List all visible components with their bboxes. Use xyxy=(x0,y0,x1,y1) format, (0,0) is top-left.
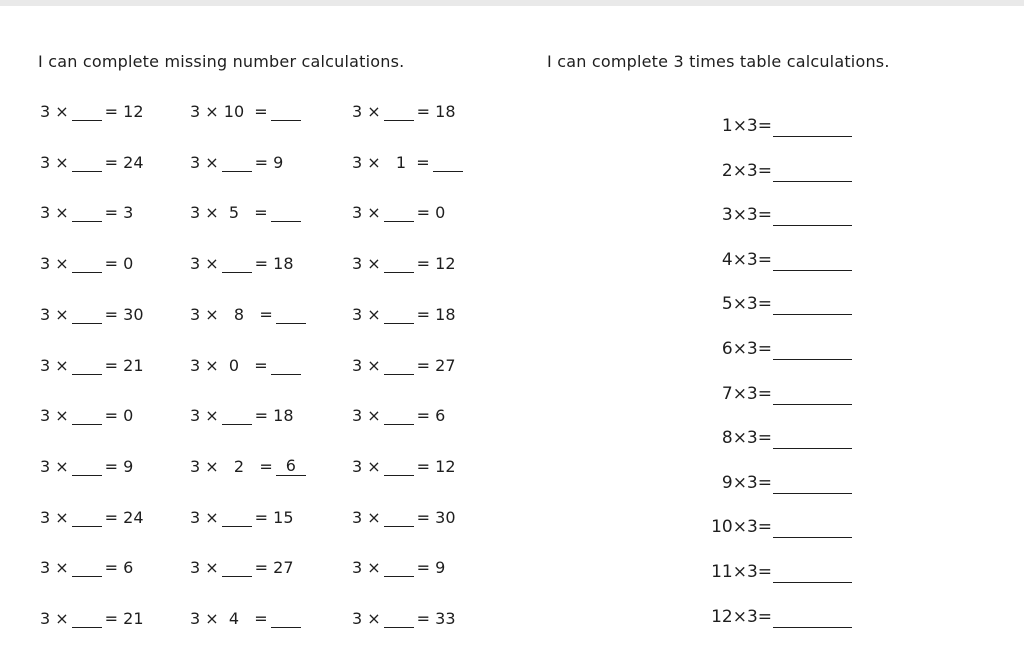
equation-right: = 6 xyxy=(416,406,446,426)
equation-right: = 24 xyxy=(104,507,144,527)
equation xyxy=(40,247,133,273)
equation-left: 3 × xyxy=(40,152,69,172)
equation-left: 3 × xyxy=(352,507,381,527)
answer-line[interactable] xyxy=(773,314,852,315)
equation-left: 3 × xyxy=(40,456,69,476)
answer-blank[interactable] xyxy=(222,254,252,273)
answer-blank[interactable] xyxy=(384,203,414,222)
answer-blank[interactable] xyxy=(271,609,301,628)
answer-blank[interactable] xyxy=(72,609,102,628)
times-table-row xyxy=(680,248,860,278)
times-table-heading: I can complete 3 times table calculations. xyxy=(547,52,890,71)
equation xyxy=(190,399,294,425)
answer-line[interactable] xyxy=(773,448,852,449)
equation-row xyxy=(0,450,500,478)
equation-left: 3 × xyxy=(352,304,381,324)
answer-blank[interactable] xyxy=(72,457,102,476)
equation-left: 3 × 5 = xyxy=(190,203,268,223)
equation-left: 3 × xyxy=(190,254,219,274)
equation-left: 3 × xyxy=(352,558,381,578)
equation-right: = 0 xyxy=(104,406,134,426)
equation xyxy=(190,349,304,375)
equation-left: 3 × xyxy=(352,456,381,476)
answer-line[interactable] xyxy=(773,181,852,182)
answer-blank[interactable] xyxy=(72,203,102,222)
answer-line[interactable] xyxy=(773,582,852,583)
answer-line[interactable] xyxy=(773,627,852,628)
answer-blank[interactable] xyxy=(276,305,306,324)
equation xyxy=(40,501,144,527)
equation-left: 3 × xyxy=(352,609,381,628)
answer-blank[interactable] xyxy=(72,254,102,273)
equation xyxy=(190,602,304,628)
equation-left: 3 × xyxy=(352,203,381,223)
equation xyxy=(352,501,456,527)
times-table-label: 3×3= xyxy=(721,205,772,226)
equation-left: 3 × xyxy=(190,507,219,527)
equation-right: = 12 xyxy=(416,456,456,476)
equation-right: = 12 xyxy=(416,254,456,274)
answer-blank[interactable] xyxy=(384,254,414,273)
equation xyxy=(352,298,456,324)
times-table-row xyxy=(680,382,860,412)
answer-blank[interactable] xyxy=(271,356,301,375)
equation xyxy=(40,196,133,222)
equation-right: = 6 xyxy=(104,558,134,578)
equation-left: 3 × xyxy=(352,355,381,375)
answer-line[interactable] xyxy=(773,136,852,137)
answer-blank[interactable] xyxy=(384,102,414,121)
missing-number-heading: I can complete missing number calculations. xyxy=(38,52,405,71)
equation-row xyxy=(0,399,500,427)
equation-left: 3 × 4 = xyxy=(190,609,268,628)
answer-blank[interactable] xyxy=(222,406,252,425)
equation xyxy=(190,298,309,324)
answer-blank[interactable] xyxy=(271,203,301,222)
equation xyxy=(40,602,144,628)
times-table-row xyxy=(680,337,860,367)
times-table-row xyxy=(680,471,860,501)
equation-right: = 0 xyxy=(104,254,134,274)
equation-row xyxy=(0,196,500,224)
times-table-label: 1×3= xyxy=(721,116,772,136)
times-table-row xyxy=(680,292,860,322)
equation-right: = 18 xyxy=(416,102,456,121)
answer-blank[interactable] xyxy=(72,356,102,375)
equation xyxy=(352,349,456,375)
equation-right: = 30 xyxy=(104,304,144,324)
answer-blank[interactable] xyxy=(384,508,414,527)
equation-left: 3 × xyxy=(352,102,381,121)
equation-row xyxy=(0,247,500,275)
times-table-label: 4×3= xyxy=(721,249,772,270)
equation-left: 3 × xyxy=(40,304,69,324)
times-table-row xyxy=(680,426,860,456)
answer-blank[interactable] xyxy=(72,153,102,172)
answer-blank[interactable] xyxy=(384,356,414,375)
answer-blank[interactable] xyxy=(72,305,102,324)
equation-right: = 9 xyxy=(416,558,446,578)
equation-right: = 27 xyxy=(416,355,456,375)
equation-right: = 3 xyxy=(104,203,134,223)
answer-blank[interactable] xyxy=(384,406,414,425)
answer-blank[interactable] xyxy=(384,609,414,628)
equation xyxy=(352,196,445,222)
times-table-label: 7×3= xyxy=(721,383,772,404)
answer-blank[interactable] xyxy=(384,457,414,476)
equation-left: 3 × xyxy=(40,355,69,375)
answer-blank[interactable]: 6 xyxy=(276,457,306,476)
answer-blank[interactable] xyxy=(222,558,252,577)
times-table-label: 11×3= xyxy=(711,562,772,582)
equation xyxy=(190,95,304,121)
times-table-row xyxy=(680,560,860,590)
equation-left: 3 × xyxy=(40,406,69,426)
equation-left: 3 × 8 = xyxy=(190,304,273,324)
equation-right: = 27 xyxy=(254,558,294,578)
equation xyxy=(40,450,133,476)
answer-line[interactable] xyxy=(773,359,852,360)
equation-left: 3 × xyxy=(40,203,69,223)
equation-left: 3 × xyxy=(190,406,219,426)
equation-right: = 18 xyxy=(254,406,294,426)
answer-blank[interactable] xyxy=(222,153,252,172)
equation-left: 3 × 0 = xyxy=(190,355,268,375)
answer-blank[interactable] xyxy=(72,406,102,425)
equation-right: = 0 xyxy=(416,203,446,223)
equation-left: 3 × xyxy=(40,558,69,578)
equation xyxy=(352,450,456,476)
answer-line[interactable] xyxy=(773,404,852,405)
equation xyxy=(190,196,304,222)
answer-blank[interactable] xyxy=(72,102,102,121)
equation xyxy=(352,95,456,121)
equation-right: = 12 xyxy=(104,102,144,121)
times-table-label: 6×3= xyxy=(721,339,772,359)
equation-right: = 33 xyxy=(416,609,456,628)
times-table-label: 8×3= xyxy=(721,428,772,449)
worksheet xyxy=(0,6,1024,652)
times-table-label: 9×3= xyxy=(721,472,772,493)
times-table-label: 10×3= xyxy=(711,517,772,538)
equation-row xyxy=(0,146,500,174)
answer-blank[interactable] xyxy=(72,558,102,577)
equation xyxy=(40,551,133,577)
times-table-label: 5×3= xyxy=(721,294,772,315)
equation-left: 3 × xyxy=(40,609,69,628)
answer-blank[interactable] xyxy=(72,508,102,527)
equation-left: 3 × xyxy=(190,558,219,578)
equation xyxy=(352,146,466,172)
times-table-row xyxy=(680,515,860,545)
answer-line[interactable] xyxy=(773,225,852,226)
equation xyxy=(352,247,456,273)
times-table-row xyxy=(680,203,860,233)
equation-left: 3 × xyxy=(352,254,381,274)
times-table-row xyxy=(680,605,860,635)
equation xyxy=(40,349,144,375)
equation xyxy=(352,602,456,628)
equation-left: 3 × xyxy=(352,406,381,426)
equation-row xyxy=(0,298,500,326)
times-table-label: 12×3= xyxy=(711,606,772,627)
equation-right: = 9 xyxy=(104,456,134,476)
answer-blank[interactable] xyxy=(433,153,463,172)
equation-left: 3 × 1 = xyxy=(352,152,430,172)
equation-right: = 15 xyxy=(254,507,294,527)
equation-right: = 24 xyxy=(104,152,144,172)
answer-blank[interactable] xyxy=(271,102,301,121)
equation-left: 3 × xyxy=(190,152,219,172)
answer-blank[interactable] xyxy=(384,305,414,324)
equation xyxy=(40,146,144,172)
equation-row xyxy=(0,95,500,123)
equation xyxy=(40,95,144,121)
equation xyxy=(190,501,294,527)
equation-right: = 18 xyxy=(416,304,456,324)
answer-blank[interactable] xyxy=(384,558,414,577)
answer-line[interactable] xyxy=(773,270,852,271)
equation-right: = 30 xyxy=(416,507,456,527)
equation xyxy=(40,399,133,425)
answer-blank[interactable] xyxy=(222,508,252,527)
equation xyxy=(190,450,309,476)
times-table-row xyxy=(680,114,860,144)
equation-left: 3 × xyxy=(40,102,69,121)
answer-line[interactable] xyxy=(773,493,852,494)
equation xyxy=(190,247,294,273)
times-table-label: 2×3= xyxy=(721,160,772,181)
equation xyxy=(190,551,294,577)
equation-left: 3 × 10 = xyxy=(190,102,268,121)
answer-line[interactable] xyxy=(773,537,852,538)
equation xyxy=(40,298,144,324)
equation-left: 3 × xyxy=(40,254,69,274)
equation-left: 3 × 2 = xyxy=(190,456,273,476)
equation xyxy=(190,146,283,172)
equation-row xyxy=(0,602,500,630)
equation-right: = 18 xyxy=(254,254,294,274)
equation-right: = 9 xyxy=(254,152,284,172)
equation-row xyxy=(0,551,500,579)
equation-left: 3 × xyxy=(40,507,69,527)
equation-right: = 21 xyxy=(104,355,144,375)
equation-row xyxy=(0,501,500,529)
equation xyxy=(352,551,445,577)
equation xyxy=(352,399,445,425)
equation-right: = 21 xyxy=(104,609,144,628)
times-table-row xyxy=(680,159,860,189)
equation-row xyxy=(0,349,500,377)
